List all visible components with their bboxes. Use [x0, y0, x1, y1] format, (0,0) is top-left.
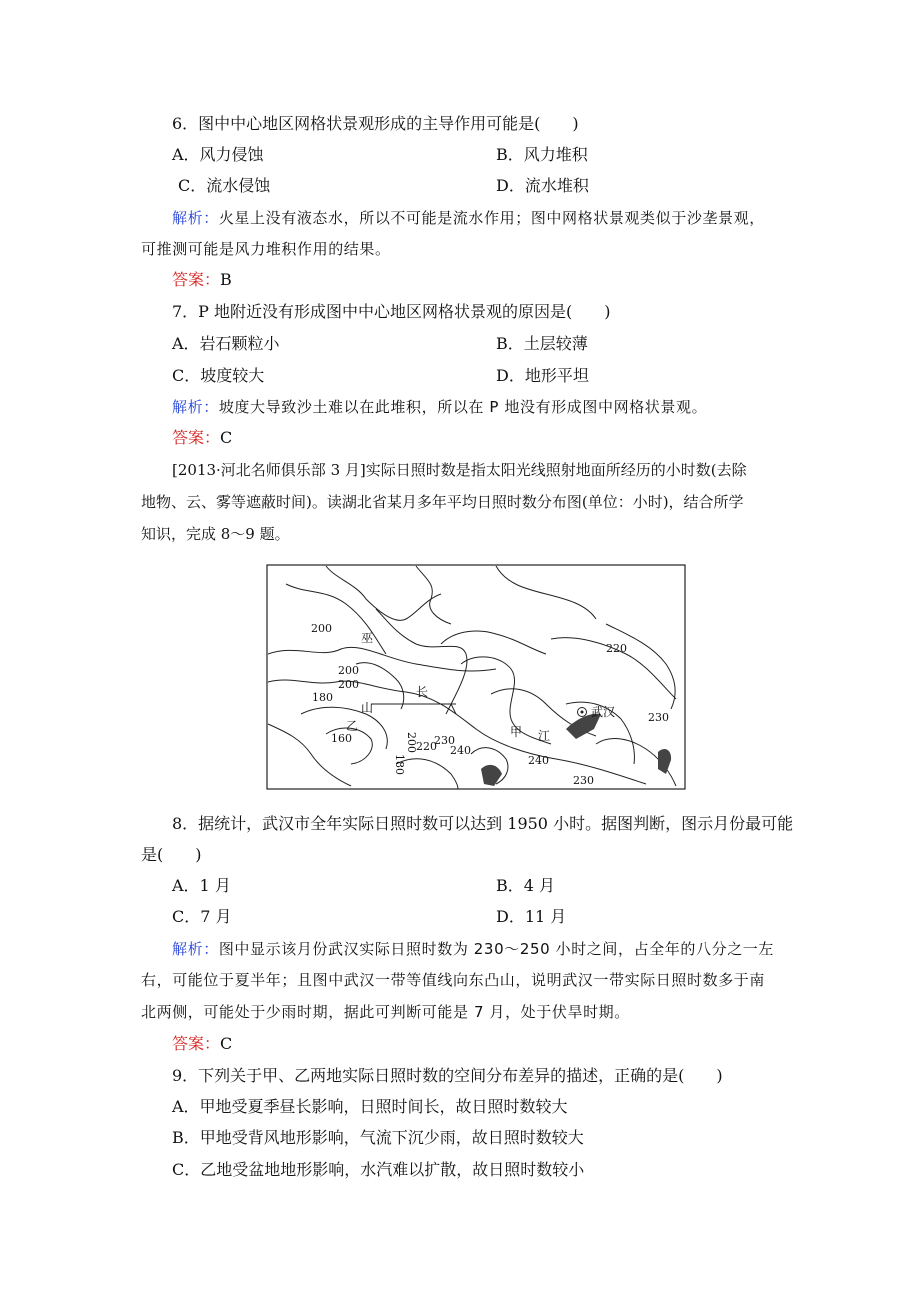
label-200-b: 200 — [338, 664, 359, 677]
q7-explanation-line-1 — [172, 397, 707, 417]
q6-option-a: A．风力侵蚀 — [172, 145, 264, 164]
label-chang: 长 — [416, 685, 429, 699]
intro-line-1: [2013·河北名师俱乐部 3 月]实际日照时数是指太阳光线照射地面所经历的小时数(去除 — [172, 461, 747, 479]
label-shan: 山 — [361, 701, 374, 715]
sunshine-hours-map — [266, 564, 686, 790]
q8-answer — [172, 1034, 232, 1054]
q6-explanation-label: 解析： — [172, 209, 219, 227]
q6-answer-value: B — [220, 270, 232, 289]
q7-option-b: B．土层较薄 — [496, 334, 588, 353]
q6-explanation-text-1: 火星上没有液态水，所以不可能是流水作用；图中网格状景观类似于沙垄景观， — [218, 209, 765, 227]
q8-explanation-label: 解析： — [172, 940, 219, 958]
q7-option-c: C．坡度较大 — [172, 366, 265, 385]
q7-explanation-text-1: 坡度大导致沙土难以在此堆积，所以在 P 地没有形成图中网格状景观。 — [218, 398, 708, 416]
label-180: 180 — [312, 691, 333, 704]
q6-answer-label: 答案： — [172, 270, 221, 289]
q8-option-d: D．11 月 — [496, 907, 567, 926]
q6-option-d: D．流水堆积 — [496, 176, 589, 195]
label-220-a: 220 — [606, 642, 627, 655]
q7-option-a: A．岩石颗粒小 — [172, 334, 280, 353]
q9-option-a: A．甲地受夏季昼长影响，日照时间长，故日照时数较大 — [172, 1097, 568, 1116]
q8-option-c: C．7 月 — [172, 907, 232, 926]
map-svg — [266, 564, 686, 790]
q8-answer-value: C — [220, 1034, 233, 1053]
label-220-b: 220 — [416, 740, 437, 753]
label-200-c: 200 — [338, 678, 359, 691]
q7-answer-label: 答案： — [172, 428, 221, 447]
label-230-c: 230 — [573, 774, 594, 787]
q8-stem-line-2: 是( ) — [141, 845, 202, 864]
label-200-vertical: 200 — [405, 732, 418, 753]
q8-option-b: B．4 月 — [496, 876, 556, 895]
label-180-vertical: 180 — [393, 754, 406, 775]
label-yi: 乙 — [346, 719, 359, 733]
wuhan-marker-dot-icon — [581, 711, 584, 714]
label-240-a: 240 — [450, 744, 471, 757]
q9-option-c: C．乙地受盆地地形影响，水汽难以扩散，故日照时数较小 — [172, 1160, 585, 1179]
label-jia: 甲 — [510, 725, 523, 739]
q8-explanation-line-3: 北两侧，可能处于少雨时期，据此可判断可能是 7 月，处于伏旱时期。 — [141, 1003, 630, 1021]
label-wu: 巫 — [361, 631, 374, 645]
q6-stem: 6．图中中心地区网格状景观形成的主导作用可能是( ) — [172, 114, 579, 133]
q8-stem-line-1: 8．据统计，武汉市全年实际日照时数可以达到 1950 小时。据图判断，图示月份最可能 — [172, 814, 794, 833]
label-230-a: 230 — [434, 734, 455, 747]
q8-explanation-line-1 — [172, 939, 774, 959]
q8-explanation-text-1: 图中显示该月份武汉实际日照时数为 230～250 小时之间，占全年的八分之一左 — [218, 940, 775, 958]
label-wuhan: 武汉 — [591, 705, 616, 719]
q6-explanation-line-2: 可推测可能是风力堆积作用的结果。 — [141, 240, 391, 258]
q7-explanation-label: 解析： — [172, 398, 219, 416]
intro-line-3: 知识，完成 8～9 题。 — [141, 525, 290, 543]
q9-stem: 9．下列关于甲、乙两地实际日照时数的空间分布差异的描述，正确的是( ) — [172, 1066, 723, 1085]
q6-answer — [172, 270, 232, 290]
q7-stem: 7．P 地附近没有形成图中中心地区网格状景观的原因是( ) — [172, 302, 611, 321]
q9-option-b: B．甲地受背风地形影响，气流下沉少雨，故日照时数较大 — [172, 1128, 584, 1147]
q8-explanation-line-2: 右，可能位于夏半年；且图中武汉一带等值线向东凸山，说明武汉一带实际日照时数多于南 — [141, 971, 766, 989]
label-200-a: 200 — [311, 622, 332, 635]
q6-explanation-line-1 — [172, 208, 765, 228]
q7-option-d: D．地形平坦 — [496, 366, 589, 385]
q8-answer-label: 答案： — [172, 1034, 221, 1053]
q7-answer — [172, 428, 232, 448]
q8-option-a: A．1 月 — [172, 876, 231, 895]
label-jiang: 江 — [538, 729, 551, 743]
q7-answer-value: C — [220, 428, 233, 447]
label-230-b: 230 — [648, 711, 669, 724]
q6-option-c: C．流水侵蚀 — [178, 176, 271, 195]
label-160: 160 — [331, 732, 352, 745]
intro-line-2: 地物、云、雾等遮蔽时间)。读湖北省某月多年平均日照时数分布图(单位：小时)，结合所学 — [141, 493, 744, 511]
map-frame — [267, 565, 685, 789]
label-240-b: 240 — [528, 754, 549, 767]
q6-option-b: B．风力堆积 — [496, 145, 588, 164]
